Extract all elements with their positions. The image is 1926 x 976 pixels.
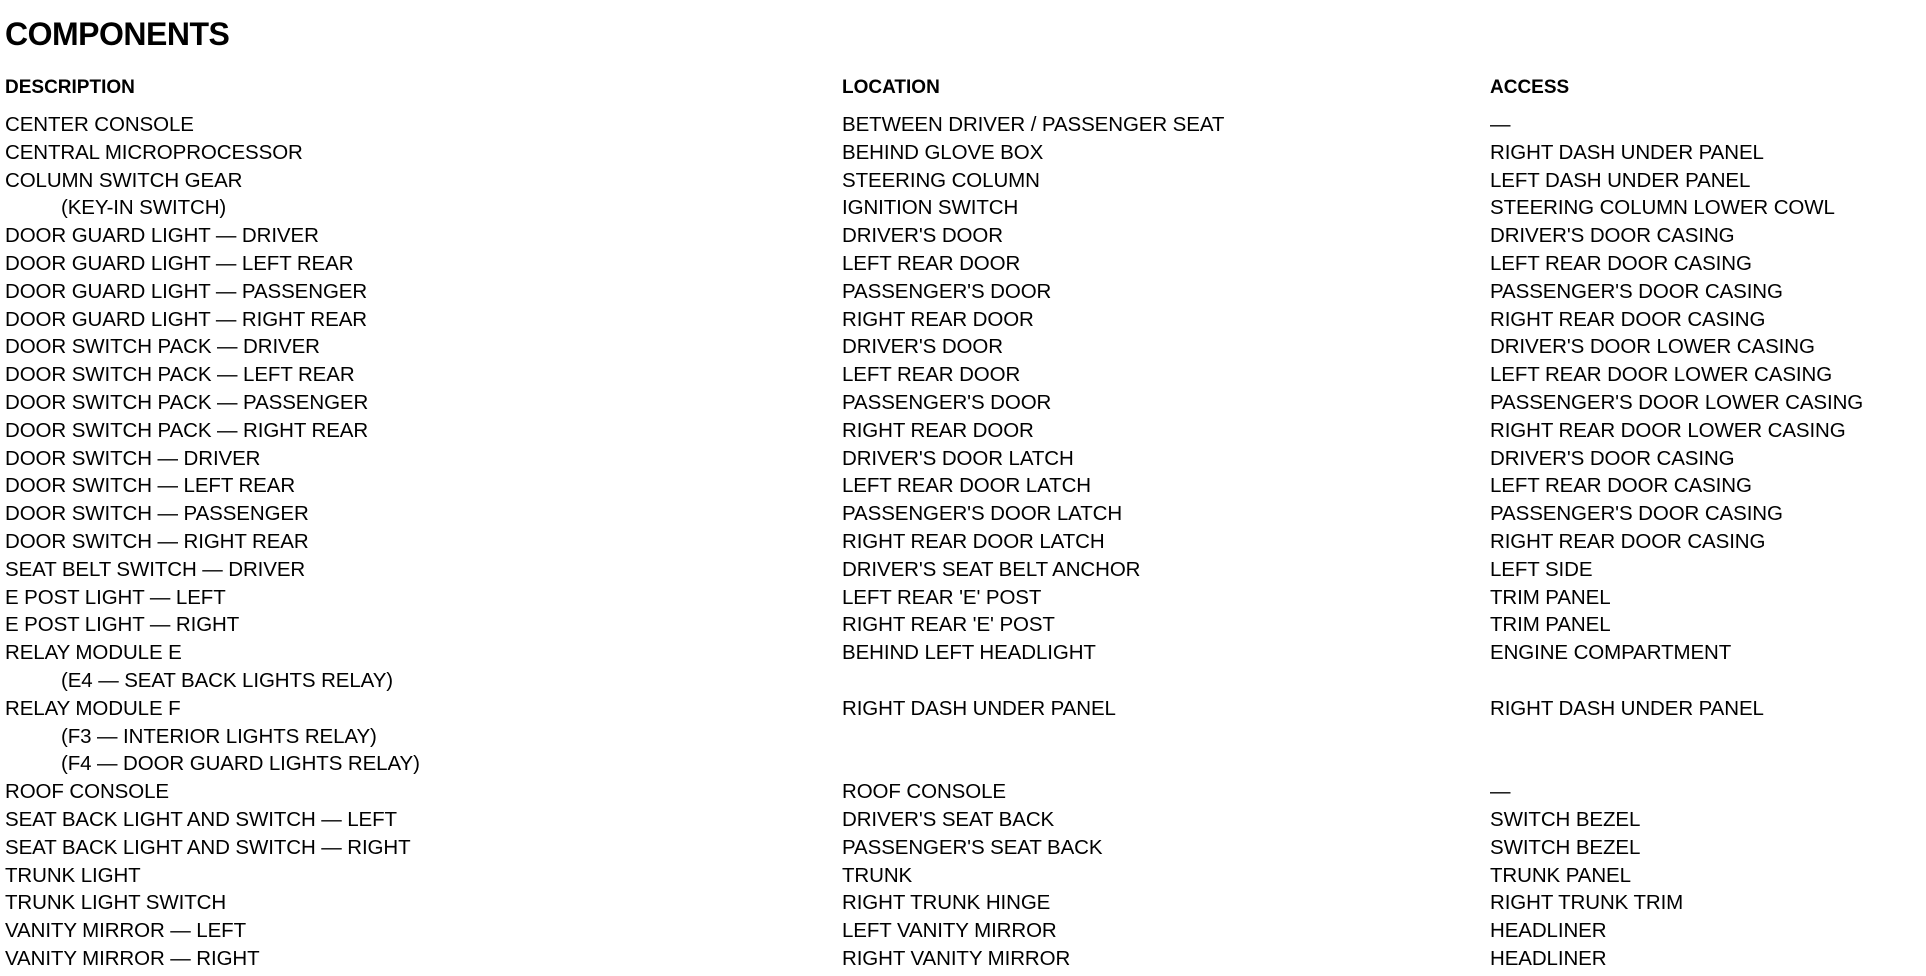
location-cell bbox=[842, 750, 1224, 778]
description-cell: DOOR SWITCH PACK — PASSENGER bbox=[5, 390, 369, 414]
location-cell: PASSENGER'S DOOR bbox=[842, 390, 1052, 414]
access-cell: LEFT REAR DOOR CASING bbox=[1490, 474, 1752, 498]
access-cell: SWITCH BEZEL bbox=[1490, 807, 1641, 831]
location-cell: DRIVER'S SEAT BACK bbox=[842, 807, 1055, 831]
location-cell: DRIVER'S DOOR LATCH bbox=[842, 446, 1074, 470]
description-cell: (F4 — DOOR GUARD LIGHTS RELAY) bbox=[61, 752, 420, 776]
location-cell: LEFT REAR DOOR bbox=[842, 251, 1021, 275]
location-cell bbox=[842, 667, 1224, 695]
location-cell: PASSENGER'S DOOR LATCH bbox=[842, 502, 1123, 526]
description-cell: DOOR SWITCH PACK — RIGHT REAR bbox=[5, 418, 369, 442]
location-cell: RIGHT REAR DOOR bbox=[842, 307, 1034, 331]
description-cell: (KEY-IN SWITCH) bbox=[61, 196, 227, 220]
description-cell: (E4 — SEAT BACK LIGHTS RELAY) bbox=[61, 668, 394, 692]
access-cell: LEFT SIDE bbox=[1490, 557, 1593, 581]
access-cell: RIGHT REAR DOOR CASING bbox=[1490, 307, 1766, 331]
description-cell: TRUNK LIGHT bbox=[5, 863, 141, 887]
description-column bbox=[5, 111, 420, 973]
location-cell: RIGHT REAR 'E' POST bbox=[842, 613, 1055, 637]
location-cell: RIGHT DASH UNDER PANEL bbox=[842, 696, 1116, 720]
location-cell: PASSENGER'S SEAT BACK bbox=[842, 835, 1103, 859]
location-cell: IGNITION SWITCH bbox=[842, 196, 1019, 220]
access-cell bbox=[1490, 723, 1863, 751]
description-cell: SEAT BELT SWITCH — DRIVER bbox=[5, 557, 306, 581]
description-cell: E POST LIGHT — RIGHT bbox=[5, 613, 240, 637]
location-cell: LEFT REAR DOOR bbox=[842, 363, 1021, 387]
description-cell: RELAY MODULE E bbox=[5, 641, 182, 665]
location-cell: BEHIND GLOVE BOX bbox=[842, 140, 1044, 164]
description-cell: DOOR SWITCH PACK — DRIVER bbox=[5, 335, 320, 359]
access-cell: RIGHT TRUNK TRIM bbox=[1490, 891, 1684, 915]
location-cell: DRIVER'S SEAT BELT ANCHOR bbox=[842, 557, 1141, 581]
page-title: COMPONENTS bbox=[5, 16, 230, 52]
access-cell: HEADLINER bbox=[1490, 919, 1607, 943]
access-cell: RIGHT DASH UNDER PANEL bbox=[1490, 140, 1764, 164]
description-cell: DOOR SWITCH — RIGHT REAR bbox=[5, 529, 309, 553]
access-cell bbox=[1490, 667, 1863, 695]
description-cell: DOOR SWITCH PACK — LEFT REAR bbox=[5, 363, 355, 387]
location-cell bbox=[842, 723, 1224, 751]
access-cell: RIGHT DASH UNDER PANEL bbox=[1490, 696, 1764, 720]
description-cell: DOOR GUARD LIGHT — DRIVER bbox=[5, 224, 319, 248]
access-cell bbox=[1490, 750, 1863, 778]
description-cell: DOOR SWITCH — PASSENGER bbox=[5, 502, 309, 526]
location-cell: RIGHT REAR DOOR LATCH bbox=[842, 529, 1105, 553]
access-cell: TRUNK PANEL bbox=[1490, 863, 1631, 887]
description-cell: VANITY MIRROR — LEFT bbox=[5, 919, 246, 943]
access-cell: LEFT DASH UNDER PANEL bbox=[1490, 168, 1751, 192]
access-cell: RIGHT REAR DOOR CASING bbox=[1490, 529, 1766, 553]
access-cell: SWITCH BEZEL bbox=[1490, 835, 1641, 859]
description-cell: (F3 — INTERIOR LIGHTS RELAY) bbox=[61, 724, 377, 748]
location-cell: RIGHT REAR DOOR bbox=[842, 418, 1034, 442]
location-cell: LEFT REAR 'E' POST bbox=[842, 585, 1042, 609]
description-cell: COLUMN SWITCH GEAR bbox=[5, 168, 243, 192]
access-cell: TRIM PANEL bbox=[1490, 585, 1611, 609]
access-column bbox=[1490, 111, 1863, 973]
access-cell: LEFT REAR DOOR CASING bbox=[1490, 251, 1752, 275]
location-cell: BETWEEN DRIVER / PASSENGER SEAT bbox=[842, 113, 1225, 136]
location-cell: PASSENGER'S DOOR bbox=[842, 279, 1052, 303]
location-cell: ROOF CONSOLE bbox=[842, 780, 1006, 804]
location-cell: DRIVER'S DOOR bbox=[842, 335, 1003, 359]
access-cell: TRIM PANEL bbox=[1490, 613, 1611, 637]
access-cell: PASSENGER'S DOOR LOWER CASING bbox=[1490, 390, 1864, 414]
access-cell: DRIVER'S DOOR LOWER CASING bbox=[1490, 335, 1815, 359]
location-cell: LEFT VANITY MIRROR bbox=[842, 919, 1057, 943]
access-cell: HEADLINER bbox=[1490, 946, 1607, 970]
location-cell: TRUNK bbox=[842, 863, 913, 887]
access-cell: DRIVER'S DOOR CASING bbox=[1490, 446, 1735, 470]
location-cell: RIGHT VANITY MIRROR bbox=[842, 946, 1071, 970]
access-header: ACCESS bbox=[1490, 77, 1570, 98]
description-cell: CENTER CONSOLE bbox=[5, 113, 194, 136]
location-cell: BEHIND LEFT HEADLIGHT bbox=[842, 641, 1096, 665]
access-cell: RIGHT REAR DOOR LOWER CASING bbox=[1490, 418, 1846, 442]
description-cell: VANITY MIRROR — RIGHT bbox=[5, 946, 260, 970]
description-cell: DOOR GUARD LIGHT — PASSENGER bbox=[5, 279, 368, 303]
description-cell: SEAT BACK LIGHT AND SWITCH — RIGHT bbox=[5, 835, 411, 859]
access-cell: PASSENGER'S DOOR CASING bbox=[1490, 279, 1783, 303]
description-cell: TRUNK LIGHT SWITCH bbox=[5, 891, 227, 915]
description-cell: DOOR GUARD LIGHT — RIGHT REAR bbox=[5, 307, 367, 331]
location-cell: RIGHT TRUNK HINGE bbox=[842, 891, 1051, 915]
location-column bbox=[842, 111, 1224, 973]
description-cell: CENTRAL MICROPROCESSOR bbox=[5, 140, 303, 164]
access-cell: — bbox=[1490, 113, 1511, 136]
description-cell: ROOF CONSOLE bbox=[5, 780, 169, 804]
access-cell: STEERING COLUMN LOWER COWL bbox=[1490, 196, 1835, 220]
access-cell: — bbox=[1490, 780, 1511, 804]
location-header: LOCATION bbox=[842, 77, 940, 98]
description-cell: E POST LIGHT — LEFT bbox=[5, 585, 226, 609]
access-cell: DRIVER'S DOOR CASING bbox=[1490, 224, 1735, 248]
location-cell: STEERING COLUMN bbox=[842, 168, 1040, 192]
description-header: DESCRIPTION bbox=[5, 77, 135, 98]
description-cell: RELAY MODULE F bbox=[5, 696, 181, 720]
access-cell: PASSENGER'S DOOR CASING bbox=[1490, 502, 1783, 526]
description-cell: DOOR SWITCH — LEFT REAR bbox=[5, 474, 296, 498]
access-cell: LEFT REAR DOOR LOWER CASING bbox=[1490, 363, 1833, 387]
location-cell: LEFT REAR DOOR LATCH bbox=[842, 474, 1091, 498]
description-cell: SEAT BACK LIGHT AND SWITCH — LEFT bbox=[5, 807, 397, 831]
description-cell: DOOR GUARD LIGHT — LEFT REAR bbox=[5, 251, 354, 275]
location-cell: DRIVER'S DOOR bbox=[842, 224, 1003, 248]
description-cell: DOOR SWITCH — DRIVER bbox=[5, 446, 261, 470]
access-cell: ENGINE COMPARTMENT bbox=[1490, 641, 1732, 665]
